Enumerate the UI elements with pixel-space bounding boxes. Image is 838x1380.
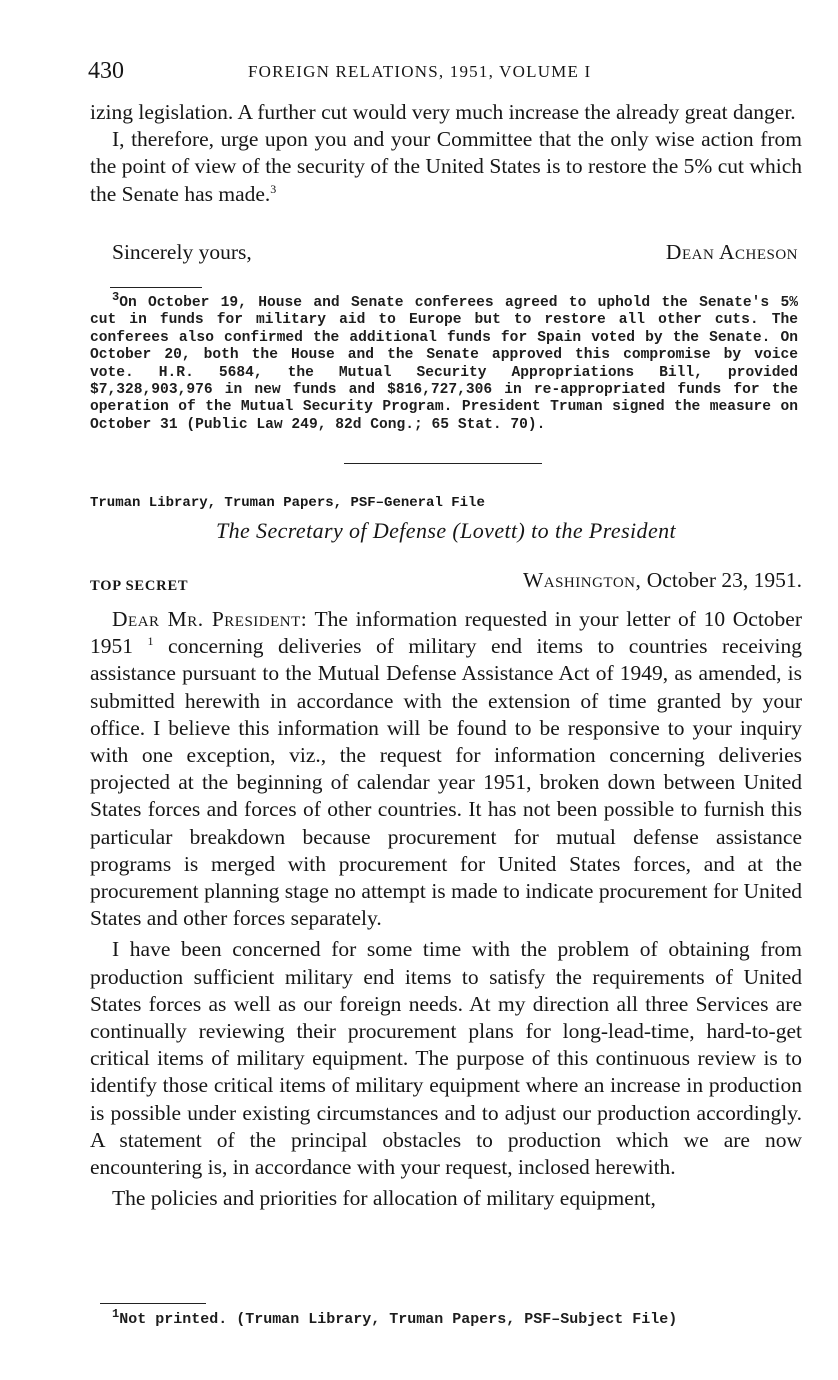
continued-letter-text — [90, 99, 802, 208]
document-title: The Secretary of Defense (Lovett) to the President — [215, 518, 677, 543]
document-source: Truman Library, Truman Papers, PSF–General File — [90, 495, 485, 511]
running-head — [88, 58, 798, 88]
section-divider — [344, 463, 542, 464]
dateline — [523, 568, 802, 593]
footnote-1-text: Not printed. (Truman Library, Truman Papers, PSF–Subject File) — [119, 1311, 678, 1328]
footnote-3-text: On October 19, House and Senate conferees agreed to uphold the Senate's 5% cut in funds for military aid to Europe but to restore all other cuts. The conferees also confirmed the additional funds for Spain voted by the Senate. On October 20, both the House and the Senate approved this compromise by voice vote. H.R. 5684, the Mutual Security Appropriations Bill, provided $7,328,903,976 in new funds and $816,727,306 in re-appropriated funds for the operation of the Mutual Security Program. President Truman signed the measure on October 31 (Public Law 249, 82d Cong.; 65 Stat. 70). — [90, 295, 798, 433]
paragraph-3: The policies and priorities for allocation of military equipment, — [112, 1186, 656, 1211]
footnote-1 — [90, 1307, 798, 1328]
footnote-ref-1: 1 — [147, 634, 154, 649]
dateline-place: Washington, — [522, 568, 642, 592]
letter-salutation: Dear Mr. President: — [112, 607, 308, 631]
paragraph-continued: izing legislation. A further cut would very much increase the already great danger. — [90, 100, 796, 124]
page-number: 430 — [88, 58, 124, 84]
paragraph-2: I have been concerned for some time with the problem of obtaining from production sufficient military end items to satisfy the requirements of United States forces as well as our foreign needs. At my direction all three Services are continually reviewing their procurement plans for long-lead-time, hard-to-get critical items of military equipment. The purpose of this continuous review is to identify those critical items of military equipment where an increase in production is possible under existing circumstances and to adjust our production accordingly. A statement of the principal obstacles to production which we are now encountering is, in accordance with your request, inclosed herewith. — [90, 937, 802, 1180]
footnote-rule-2 — [100, 1303, 206, 1304]
complimentary-close: Sincerely yours, — [112, 240, 252, 264]
footnote-ref-3: 3 — [270, 181, 277, 196]
footnote-3 — [90, 290, 798, 434]
paragraph-urge — [90, 126, 802, 208]
footnote-rule — [110, 287, 202, 288]
letter-closing — [112, 240, 802, 265]
dateline-date: October 23, 1951. — [646, 568, 802, 592]
footnote-3-marker: 3 — [112, 290, 120, 305]
paragraph-1 — [90, 606, 802, 932]
paragraph-1-rest: concerning deliveries of military end items to countries receiving assistance pursuant to the Mutual Defense Assistance Act of 1949, as amended, is submitted herewith in accordance with the extension of time granted by your office. I believe this information will be found to be responsive to your inquiry with one exception, viz., the request for information concerning deliveries projected at the beginning of calendar year 1951, broken down between United States forces and forces of other countries. It has not been possible to furnish this particular breakdown because procurement for mutual defense assistance programs is merged with procurement for United States forces, and at the procurement planning stage no attempt is made to indicate procurement for United States and other forces separately. — [90, 634, 802, 931]
letter-body — [90, 606, 802, 1212]
running-head-title: FOREIGN RELATIONS, 1951, VOLUME I — [248, 62, 592, 81]
paragraph-1-start: The information requested in your letter of 10 October 1951 — [90, 607, 802, 659]
classification-marking: TOP SECRET — [90, 578, 189, 594]
paragraph-urge-text: I, therefore, urge upon you and your Committee that the only wise action from the point of view of the security of the United States is to restore the 5% cut which the Senate has made. — [90, 127, 802, 206]
footnote-1-marker: 1 — [112, 1307, 120, 1321]
signature-name: Dean Acheson — [665, 240, 798, 264]
